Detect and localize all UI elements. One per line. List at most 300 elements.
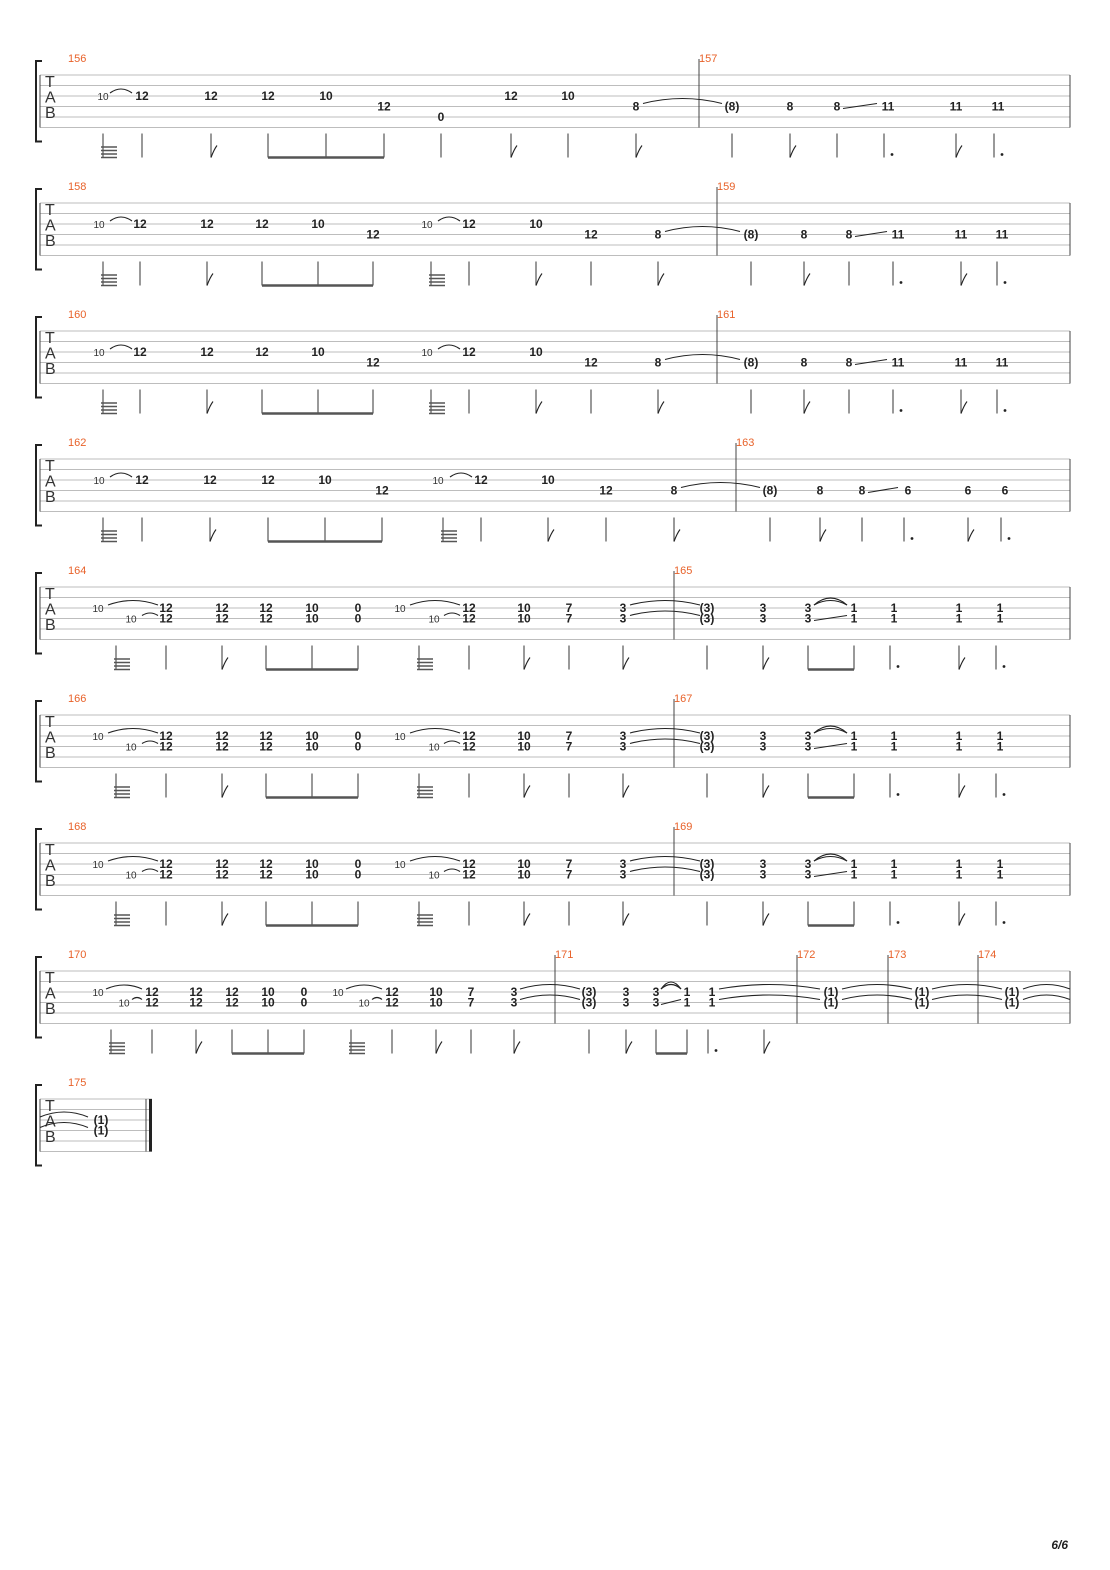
note-flag <box>961 402 967 414</box>
fret-number: 12 <box>159 729 173 743</box>
fret-number: 12 <box>377 99 391 114</box>
fret-number: 1 <box>955 611 963 626</box>
fret-number: 6 <box>964 483 972 498</box>
grace-note-fret: 10 <box>428 870 440 882</box>
fret-number: 7 <box>565 867 573 882</box>
fret-number: 1 <box>996 611 1004 626</box>
fret-number: 12 <box>133 345 147 359</box>
tie-arc <box>932 985 1002 990</box>
system-bracket <box>36 573 42 654</box>
fret-number: 12 <box>259 611 273 626</box>
tie-arc <box>410 601 460 606</box>
note-flag <box>959 914 965 926</box>
fret-number: 12 <box>259 867 273 882</box>
dotted-note-dot <box>1008 537 1011 540</box>
fret-number: 10 <box>561 89 575 103</box>
tie-arc <box>108 857 158 862</box>
fret-number: 12 <box>189 985 203 999</box>
fret-number: 12 <box>159 611 173 626</box>
tie-arc <box>630 611 700 616</box>
note-flag <box>763 786 769 798</box>
fret-number: 8 <box>632 99 640 114</box>
note-flag <box>436 1042 442 1054</box>
note-flag <box>623 658 629 670</box>
fret-number: 12 <box>145 985 159 999</box>
tie-arc <box>110 89 132 93</box>
fret-number: 11 <box>881 99 895 114</box>
tie-arc <box>630 601 700 606</box>
fret-number: (1) <box>914 985 930 999</box>
fret-number: 10 <box>311 345 325 359</box>
note-flag <box>961 274 967 286</box>
grace-note-fret: 10 <box>432 476 444 487</box>
fret-number: 10 <box>261 985 275 999</box>
fret-number: (8) <box>743 227 759 242</box>
fret-number: 12 <box>215 857 229 871</box>
fret-number: (3) <box>581 985 597 999</box>
fret-number: 11 <box>995 227 1009 242</box>
grace-note-fret: 10 <box>118 998 130 1010</box>
tie-arc <box>814 726 847 733</box>
fret-number: (8) <box>743 355 759 370</box>
fret-number: 1 <box>850 739 858 754</box>
fret-number: 11 <box>995 355 1009 370</box>
measure-number: 162 <box>68 437 87 449</box>
fret-number: 12 <box>462 345 476 359</box>
dotted-note-dot <box>1004 409 1007 412</box>
fret-number: 11 <box>991 99 1005 114</box>
fret-number: 1 <box>850 601 858 615</box>
tab-clef-letter: A <box>45 985 56 1003</box>
tab-clef-letter: A <box>45 729 56 747</box>
note-flag <box>956 146 962 158</box>
fret-number: 8 <box>800 227 808 242</box>
grace-note-fret: 10 <box>125 742 137 754</box>
fret-number: 12 <box>462 217 476 231</box>
note-flag <box>623 914 629 926</box>
fret-number: 0 <box>437 110 445 124</box>
fret-number: 12 <box>159 739 173 754</box>
fret-number: 12 <box>135 473 149 487</box>
fret-number: 10 <box>517 857 531 871</box>
note-flag <box>524 786 530 798</box>
fret-number: (1) <box>914 995 930 1010</box>
fret-number: 12 <box>215 739 229 754</box>
tab-system <box>36 181 1070 286</box>
fret-number: 1 <box>955 601 963 615</box>
tab-clef-letter: T <box>45 714 55 731</box>
tab-system <box>36 437 1070 542</box>
fret-number: 10 <box>517 739 531 754</box>
fret-number: 10 <box>305 601 319 615</box>
fret-number: 11 <box>954 355 968 370</box>
fret-number: 3 <box>652 995 660 1010</box>
fret-number: 10 <box>517 611 531 626</box>
dotted-note-dot <box>897 665 900 668</box>
fret-number: 12 <box>385 985 399 999</box>
measure-number: 168 <box>68 821 87 833</box>
measure-number: 172 <box>797 949 816 961</box>
fret-number: 8 <box>654 355 662 370</box>
note-flag <box>211 146 217 158</box>
tie-arc <box>1023 995 1070 1000</box>
fret-number: 12 <box>462 601 476 615</box>
fret-number: 1 <box>996 857 1004 871</box>
fret-number: 8 <box>833 99 841 114</box>
fret-number: (3) <box>699 867 715 882</box>
dotted-note-dot <box>897 793 900 796</box>
fret-number: 3 <box>510 985 518 999</box>
fret-number: 1 <box>996 867 1004 882</box>
fret-number: 10 <box>305 867 319 882</box>
page-number: 6/6 <box>1051 1538 1068 1552</box>
fret-number: 0 <box>300 995 308 1010</box>
fret-number: 10 <box>305 739 319 754</box>
tie-arc <box>630 739 700 744</box>
fret-number: 1 <box>708 985 716 999</box>
note-flag <box>222 658 228 670</box>
system-bracket <box>36 1085 42 1166</box>
fret-number: 0 <box>354 601 362 615</box>
fret-number: 1 <box>890 857 898 871</box>
grace-note-fret: 10 <box>93 220 105 231</box>
measure-number: 174 <box>978 949 997 961</box>
system-bracket <box>36 829 42 910</box>
fret-number: 3 <box>759 867 767 882</box>
fret-number: 12 <box>159 601 173 615</box>
fret-number: 1 <box>683 985 691 999</box>
dotted-note-dot <box>1003 793 1006 796</box>
measure-number: 156 <box>68 53 87 65</box>
fret-number: 1 <box>890 601 898 615</box>
fret-number: (3) <box>699 729 715 743</box>
fret-number: 3 <box>804 857 812 871</box>
fret-number: 7 <box>565 857 573 871</box>
fret-number: 12 <box>145 995 159 1010</box>
grace-note-fret: 10 <box>421 348 433 359</box>
fret-number: 6 <box>1001 483 1009 498</box>
grace-note-fret: 10 <box>92 732 104 743</box>
fret-number: 12 <box>462 729 476 743</box>
tab-clef-letter: B <box>45 745 56 762</box>
fret-number: 8 <box>786 99 794 114</box>
fret-number: 1 <box>955 867 963 882</box>
fret-number: 0 <box>354 611 362 626</box>
fret-number: 1 <box>996 739 1004 754</box>
note-flag <box>222 914 228 926</box>
dotted-note-dot <box>897 921 900 924</box>
tie-arc <box>132 998 142 1000</box>
fret-number: 12 <box>189 995 203 1010</box>
tab-clef-letter: B <box>45 1001 56 1018</box>
tab-clef-letter: B <box>45 361 56 378</box>
grace-note-fret: 10 <box>93 476 105 487</box>
note-flag <box>804 274 810 286</box>
tab-clef-letter: A <box>45 89 56 107</box>
measure-number: 163 <box>736 437 755 449</box>
fret-number: (1) <box>1004 995 1020 1010</box>
fret-number: 12 <box>462 611 476 626</box>
tie-arc <box>142 869 158 872</box>
note-flag <box>674 530 680 542</box>
note-flag <box>763 658 769 670</box>
fret-number: 0 <box>300 985 308 999</box>
fret-number: (3) <box>699 857 715 871</box>
tie-arc <box>110 473 132 477</box>
fret-number: 12 <box>200 217 214 231</box>
fret-number: 1 <box>890 867 898 882</box>
fret-number: 12 <box>462 867 476 882</box>
fret-number: 12 <box>200 345 214 359</box>
tie-arc <box>410 729 460 734</box>
fret-number: 10 <box>517 867 531 882</box>
fret-number: 7 <box>467 995 475 1010</box>
tie-arc <box>814 598 847 605</box>
tie-arc <box>665 227 740 232</box>
fret-number: 12 <box>255 345 269 359</box>
tie-arc <box>450 473 472 477</box>
grace-note-fret: 10 <box>421 220 433 231</box>
fret-number: (1) <box>93 1123 109 1138</box>
fret-number: 11 <box>954 227 968 242</box>
note-flag <box>514 1042 520 1054</box>
tie-arc <box>142 613 158 616</box>
tab-clef-letter: A <box>45 601 56 619</box>
note-flag <box>804 402 810 414</box>
note-flag <box>959 658 965 670</box>
system-bracket <box>36 61 42 142</box>
fret-number: 12 <box>133 217 147 231</box>
fret-number: 1 <box>890 611 898 626</box>
note-flag <box>536 402 542 414</box>
system-bracket <box>36 957 42 1038</box>
tie-arc <box>106 985 142 989</box>
grace-note-fret: 10 <box>125 870 137 882</box>
tie-arc <box>814 854 847 861</box>
fret-number: 8 <box>845 355 853 370</box>
fret-number: 12 <box>599 483 613 498</box>
tab-system <box>36 949 1070 1054</box>
tie-arc <box>661 982 681 989</box>
dotted-note-dot <box>1004 281 1007 284</box>
tie-arc <box>110 345 132 349</box>
fret-number: 11 <box>891 355 905 370</box>
fret-number: 12 <box>261 473 275 487</box>
fret-number: 12 <box>584 227 598 242</box>
fret-number: (3) <box>699 611 715 626</box>
fret-number: 10 <box>318 473 332 487</box>
fret-number: 0 <box>354 857 362 871</box>
fret-number: 1 <box>890 729 898 743</box>
fret-number: 10 <box>541 473 555 487</box>
tab-clef-letter: B <box>45 105 56 122</box>
note-flag <box>511 146 517 158</box>
note-flag <box>536 274 542 286</box>
grace-note-fret: 10 <box>92 988 104 999</box>
tie-arc <box>719 985 820 990</box>
system-bracket <box>36 701 42 782</box>
measure-number: 161 <box>717 309 736 321</box>
note-flag <box>207 402 213 414</box>
tie-arc <box>444 741 460 744</box>
grace-note-fret: 10 <box>428 742 440 754</box>
tab-clef-letter: A <box>45 345 56 363</box>
tab-clef-letter: T <box>45 842 55 859</box>
note-flag <box>210 530 216 542</box>
fret-number: 12 <box>366 227 380 242</box>
fret-number: 1 <box>955 739 963 754</box>
grace-note-fret: 10 <box>428 614 440 626</box>
fret-number: 0 <box>354 739 362 754</box>
fret-number: 3 <box>759 739 767 754</box>
fret-number: 3 <box>619 611 627 626</box>
fret-number: 12 <box>255 217 269 231</box>
fret-number: 8 <box>858 483 866 498</box>
note-flag <box>524 658 530 670</box>
fret-number: 12 <box>462 857 476 871</box>
tab-clef-letter: T <box>45 586 55 603</box>
tie-arc <box>438 217 460 221</box>
tab-clef-letter: T <box>45 970 55 987</box>
measure-number: 173 <box>888 949 907 961</box>
fret-number: 3 <box>804 601 812 615</box>
note-flag <box>222 786 228 798</box>
grace-note-fret: 10 <box>92 604 104 615</box>
fret-number: 11 <box>891 227 905 242</box>
fret-number: 10 <box>319 89 333 103</box>
measure-number: 170 <box>68 949 87 961</box>
fret-number: 1 <box>683 995 691 1010</box>
tab-clef-letter: T <box>45 202 55 219</box>
tie-arc <box>410 857 460 862</box>
tab-clef-letter: T <box>45 458 55 475</box>
tie-arc <box>110 217 132 221</box>
fret-number: (3) <box>699 739 715 754</box>
measure-number: 157 <box>699 53 718 65</box>
fret-number: 12 <box>366 355 380 370</box>
note-flag <box>626 1042 632 1054</box>
tie-arc <box>1023 985 1070 990</box>
note-flag <box>658 274 664 286</box>
fret-number: 10 <box>305 729 319 743</box>
fret-number: 10 <box>311 217 325 231</box>
tab-clef-letter: B <box>45 1129 56 1146</box>
fret-number: (8) <box>724 99 740 114</box>
tab-system <box>36 1077 152 1166</box>
fret-number: 8 <box>670 483 678 498</box>
tie-arc <box>520 985 580 990</box>
grace-note-fret: 10 <box>93 348 105 359</box>
fret-number: 12 <box>259 729 273 743</box>
fret-number: 3 <box>510 995 518 1010</box>
dotted-note-dot <box>911 537 914 540</box>
fret-number: 10 <box>429 985 443 999</box>
fret-number: 12 <box>215 867 229 882</box>
note-flag <box>764 1042 770 1054</box>
dotted-note-dot <box>891 153 894 156</box>
tab-system <box>36 309 1070 414</box>
note-flag <box>959 786 965 798</box>
fret-number: 12 <box>215 611 229 626</box>
fret-number: 7 <box>565 729 573 743</box>
measure-number: 169 <box>674 821 693 833</box>
measure-number: 175 <box>68 1077 87 1089</box>
fret-number: 7 <box>565 739 573 754</box>
tab-system <box>36 693 1070 798</box>
tie-arc <box>438 345 460 349</box>
fret-number: 1 <box>850 611 858 626</box>
fret-number: 1 <box>850 867 858 882</box>
fret-number: 3 <box>619 729 627 743</box>
tab-system <box>36 53 1070 158</box>
fret-number: (1) <box>93 1113 109 1127</box>
dotted-note-dot <box>900 281 903 284</box>
grace-note-fret: 10 <box>332 988 344 999</box>
fret-number: 12 <box>215 601 229 615</box>
tie-arc <box>842 985 912 990</box>
fret-number: 1 <box>850 729 858 743</box>
fret-number: 8 <box>816 483 824 498</box>
tie-arc <box>444 869 460 872</box>
fret-number: 3 <box>622 985 630 999</box>
system-bracket <box>36 317 42 398</box>
tab-clef-letter: T <box>45 74 55 91</box>
note-flag <box>196 1042 202 1054</box>
tie-arc <box>108 729 158 734</box>
tie-arc <box>932 995 1002 1000</box>
tie-arc <box>681 483 760 488</box>
note-flag <box>763 914 769 926</box>
tie-arc <box>630 729 700 734</box>
fret-number: 3 <box>619 857 627 871</box>
fret-number: 12 <box>474 473 488 487</box>
fret-number: 8 <box>845 227 853 242</box>
fret-number: 10 <box>529 217 543 231</box>
measure-number: 166 <box>68 693 87 705</box>
fret-number: 10 <box>517 729 531 743</box>
fret-number: 3 <box>804 611 812 626</box>
fret-number: 12 <box>203 473 217 487</box>
fret-number: 12 <box>215 729 229 743</box>
grace-note-fret: 10 <box>394 604 406 615</box>
note-flag <box>820 530 826 542</box>
fret-number: 0 <box>354 867 362 882</box>
dotted-note-dot <box>715 1049 718 1052</box>
fret-number: 12 <box>259 857 273 871</box>
grace-note-fret: 10 <box>97 92 109 103</box>
tab-clef-letter: A <box>45 473 56 491</box>
fret-number: 10 <box>529 345 543 359</box>
tab-system <box>36 565 1070 670</box>
tab-system <box>36 821 1070 926</box>
fret-number: (3) <box>699 601 715 615</box>
fret-number: 12 <box>261 89 275 103</box>
fret-number: 3 <box>619 739 627 754</box>
note-flag <box>524 914 530 926</box>
measure-number: 158 <box>68 181 87 193</box>
fret-number: 10 <box>305 611 319 626</box>
measure-number: 167 <box>674 693 693 705</box>
tab-clef-letter: T <box>45 330 55 347</box>
note-flag <box>658 402 664 414</box>
fret-number: 10 <box>305 857 319 871</box>
fret-number: 1 <box>955 729 963 743</box>
fret-number: 3 <box>804 729 812 743</box>
fret-number: 12 <box>385 995 399 1010</box>
tie-arc <box>842 995 912 1000</box>
tie-arc <box>630 867 700 872</box>
measure-number: 159 <box>717 181 736 193</box>
